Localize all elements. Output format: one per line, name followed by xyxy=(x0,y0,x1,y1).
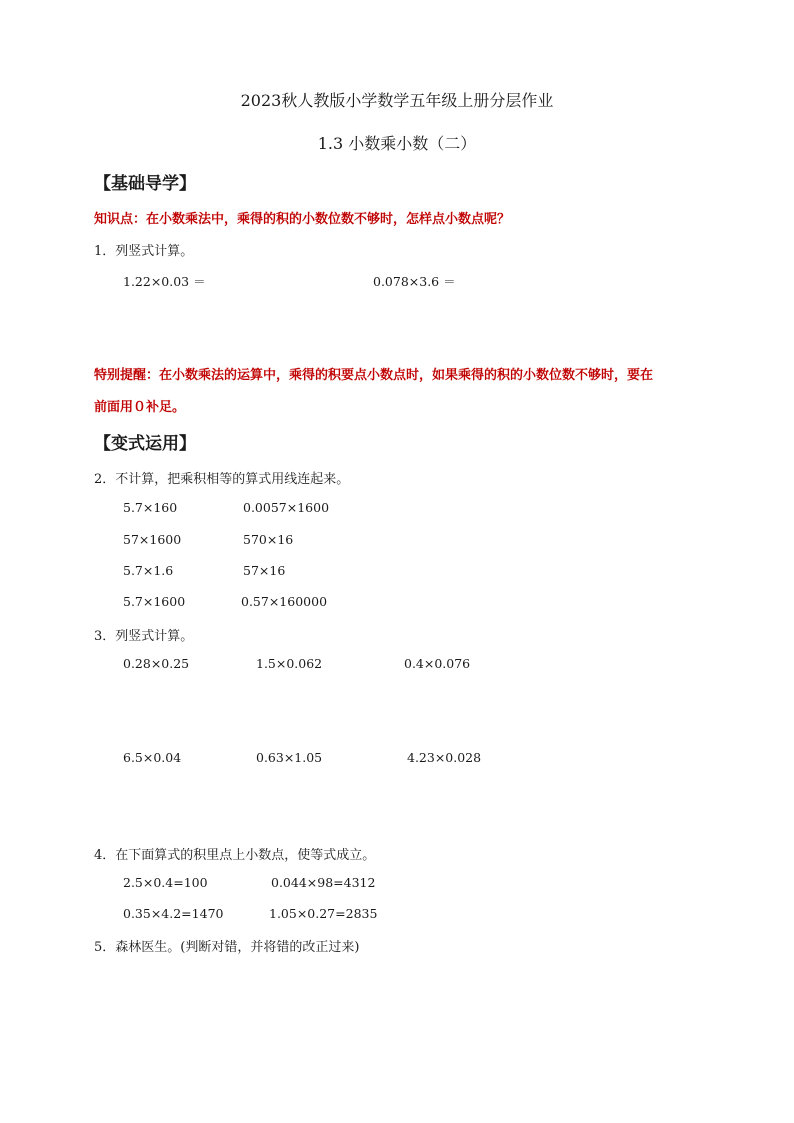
question-4-label: 4．在下面算式的积里点上小数点，使等式成立。 xyxy=(94,848,376,863)
q2-right-item: 0.57×160000 xyxy=(241,594,328,609)
q1-exercise: 0.078×3.6 ＝ xyxy=(373,274,456,289)
q3-exercise: 0.4×0.076 xyxy=(404,656,471,671)
question-5-label: 5．森林医生。(判断对错，并将错的改正过来) xyxy=(94,940,360,955)
question-2-label: 2．不计算，把乘积相等的算式用线连起来。 xyxy=(94,472,350,487)
reminder-line-2: 前面用０补足。 xyxy=(94,400,186,415)
q1-exercise: 1.22×0.03 ＝ xyxy=(123,274,206,289)
section-heading-variation: 【变式运用】 xyxy=(94,434,196,454)
q3-exercise: 6.5×0.04 xyxy=(123,750,182,765)
q2-left-item: 5.7×160 xyxy=(123,500,178,515)
q3-exercise: 0.28×0.25 xyxy=(123,656,190,671)
q4-equation: 0.044×98=4312 xyxy=(271,875,376,890)
question-1-label: 1．列竖式计算。 xyxy=(94,244,194,259)
reminder-line-1: 特别提醒：在小数乘法的运算中，乘得的积要点小数点时，如果乘得的积的小数位数不够时，要在 xyxy=(94,368,654,383)
q2-right-item: 570×16 xyxy=(243,532,294,547)
q4-equation: 1.05×0.27=2835 xyxy=(269,906,378,921)
q4-equation: 2.5×0.4=100 xyxy=(123,875,208,890)
q2-left-item: 5.7×1.6 xyxy=(123,563,174,578)
knowledge-point: 知识点：在小数乘法中，乘得的积的小数位数不够时，怎样点小数点呢？ xyxy=(94,212,511,227)
q2-left-item: 57×1600 xyxy=(123,532,182,547)
q2-left-item: 5.7×1600 xyxy=(123,594,186,609)
q3-exercise: 4.23×0.028 xyxy=(407,750,482,765)
q4-equation: 0.35×4.2=1470 xyxy=(123,906,224,921)
q3-exercise: 1.5×0.062 xyxy=(256,656,323,671)
q3-exercise: 0.63×1.05 xyxy=(256,750,323,765)
section-heading-basics: 【基础导学】 xyxy=(94,174,196,194)
page-subtitle: 1.3 小数乘小数（二） xyxy=(317,134,477,153)
page-title: 2023秋人教版小学数学五年级上册分层作业 xyxy=(240,91,554,110)
q2-right-item: 0.0057×1600 xyxy=(243,500,330,515)
question-3-label: 3．列竖式计算。 xyxy=(94,629,194,644)
q2-right-item: 57×16 xyxy=(243,563,286,578)
